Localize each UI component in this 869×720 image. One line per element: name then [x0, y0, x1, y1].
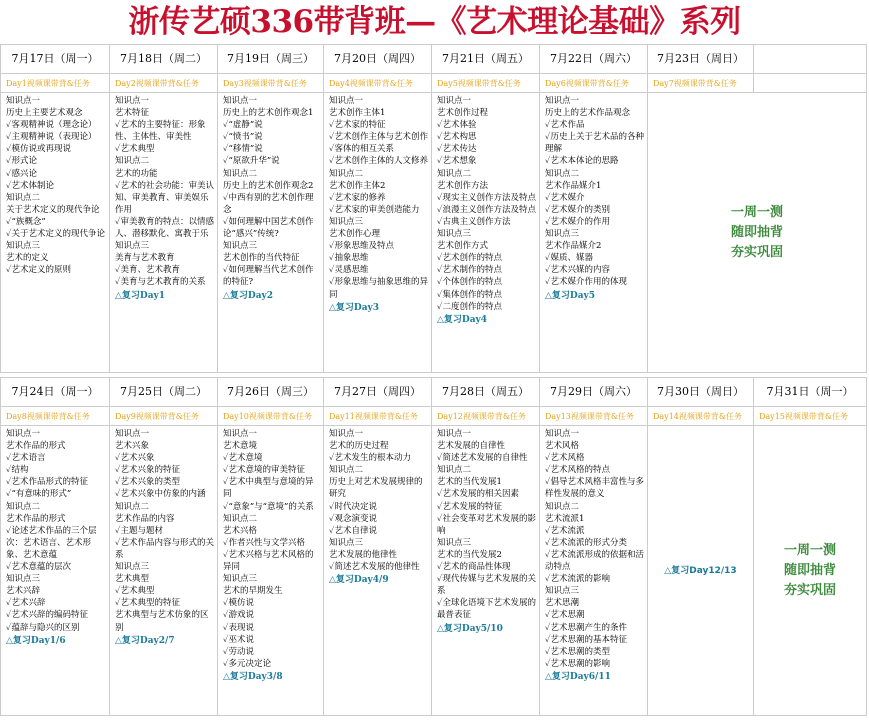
knowledge-line: ✓艺术典型的特征: [115, 598, 180, 609]
knowledge-line: ✓艺术发展的相关因素: [437, 489, 519, 500]
day-task: Day5视频课带背&任务: [432, 74, 540, 93]
knowledge-line: ✓艺术体验: [437, 120, 477, 131]
empty-cell: [754, 74, 867, 93]
knowledge-line: ✓主题与题材: [115, 525, 163, 536]
day-content: [540, 93, 648, 373]
knowledge-line: 艺术典型与艺术仿象的区别: [115, 610, 209, 633]
knowledge-line: 艺术的当代发展1: [437, 477, 502, 488]
knowledge-line: 知识点二: [6, 501, 41, 512]
day-task: Day4视频课带背&任务: [324, 74, 432, 93]
knowledge-line: 知识点二: [115, 156, 150, 167]
knowledge-line: 知识点一: [6, 96, 41, 106]
knowledge-line: ✓倡导艺术风格丰富性与多样性发展的意义: [545, 477, 644, 500]
day-content: [110, 93, 218, 373]
knowledge-line: 艺术流派1: [545, 513, 585, 524]
review-label: △复习Day3: [329, 302, 380, 313]
knowledge-line: ✓游戏说: [223, 610, 254, 621]
knowledge-line: 知识点三: [545, 229, 580, 240]
knowledge-line: 知识点二: [329, 465, 364, 476]
review-label: △复习Day6/11: [545, 671, 611, 682]
knowledge-line: ✓“意象”与“意境”的关系: [223, 501, 314, 512]
knowledge-line: ✓艺术思潮的类型: [545, 646, 610, 657]
knowledge-line: 艺术发展的自律性: [437, 441, 506, 452]
day-date: 7月20日（周四）: [324, 45, 432, 74]
knowledge-line: 知识点二: [545, 501, 580, 512]
knowledge-line: 知识点三: [115, 241, 150, 252]
knowledge-line: ✓艺术思潮的基本特征: [545, 634, 627, 645]
knowledge-line: 艺术作品媒介1: [545, 180, 602, 191]
day-task: Day10视频课带背&任务: [218, 407, 324, 426]
knowledge-line: ✓艺术作品内容与形式的关系: [115, 537, 214, 560]
knowledge-line: ✓全球化语境下艺术发展的最普表征: [437, 598, 536, 621]
knowledge-line: ✓二度创作的特点: [437, 301, 502, 312]
day-date: 7月24日（周一）: [1, 378, 110, 407]
knowledge-line: 艺术创作心理: [329, 229, 381, 240]
knowledge-line: ✓艺术流派的影响: [545, 574, 610, 585]
knowledge-line: ✓艺术意境: [223, 453, 263, 464]
knowledge-line: ✓客观精神说（理念论）: [6, 120, 97, 131]
date-row: [1, 45, 867, 74]
knowledge-line: ✓艺术兴辞: [6, 598, 46, 609]
knowledge-line: 知识点一: [545, 429, 580, 439]
knowledge-line: ✓社会变革对艺术发展的影响: [437, 513, 536, 536]
knowledge-line: ✓艺术意境的审美特征: [223, 465, 305, 476]
knowledge-line: ✓古典主义创作方法: [437, 216, 511, 227]
task-row: [1, 74, 867, 93]
knowledge-line: 艺术风格: [545, 441, 580, 452]
day-content: [218, 426, 324, 716]
day-content: [432, 93, 540, 373]
knowledge-line: ✓艺术发展的特征: [437, 501, 502, 512]
knowledge-line: 艺术的历史过程: [329, 441, 389, 452]
knowledge-line: 知识点二: [437, 465, 472, 476]
knowledge-line: 知识点三: [223, 241, 258, 252]
date-row: [1, 378, 867, 407]
review-label: △复习Day4/9: [329, 575, 389, 586]
knowledge-line: ✓时代决定说: [329, 501, 377, 512]
day-date: 7月27日（周四）: [324, 378, 432, 407]
day-task: Day8视频课带背&任务: [1, 407, 110, 426]
day-task: Day1视频课带背&任务: [1, 74, 110, 93]
knowledge-line: ✓抽象思维: [329, 253, 369, 264]
knowledge-line: ✓艺术流派形成的依据和活动特点: [545, 549, 644, 573]
knowledge-line: ✓艺术构思: [437, 132, 477, 143]
weekly-note-line: 夯实巩固: [730, 244, 783, 260]
knowledge-line: ✓个体创作的特点: [437, 277, 502, 288]
knowledge-line: 知识点三: [223, 574, 258, 585]
knowledge-line: 美育与艺术教育: [115, 253, 175, 264]
day-content: [432, 426, 540, 716]
knowledge-line: ✓艺术本体论的思路: [545, 156, 619, 167]
schedule-table-week2: [0, 377, 867, 716]
knowledge-line: ✓客体的相互关系: [329, 144, 394, 155]
knowledge-line: ✓艺术思潮的影响: [545, 658, 610, 669]
day-date: 7月25日（周二）: [110, 378, 218, 407]
knowledge-line: ✓劳动说: [223, 646, 254, 657]
knowledge-line: 知识点二: [115, 501, 150, 512]
knowledge-line: 知识点二: [223, 513, 258, 524]
day-content: [324, 93, 432, 373]
knowledge-line: ✓艺术兴象的特征: [115, 465, 180, 476]
knowledge-line: 知识点二: [329, 168, 364, 179]
page-title: 浙传艺硕336带背班—《艺术理论基础》系列: [128, 4, 741, 40]
knowledge-line: ✓艺术中典型与意境的异同: [223, 477, 314, 500]
empty-cell: [754, 45, 867, 74]
knowledge-line: 知识点一: [329, 96, 364, 106]
knowledge-line: 知识点三: [437, 537, 472, 548]
knowledge-line: ✓关于艺术定义的现代争论: [6, 229, 105, 240]
day-date: 7月28日（周五）: [432, 378, 540, 407]
day-task: Day15视频课带背&任务: [754, 407, 867, 426]
schedule-table-week1: [0, 44, 867, 373]
knowledge-line: ✓艺术思潮产生的条件: [545, 622, 627, 633]
knowledge-line: 艺术创作方式: [437, 241, 489, 252]
knowledge-line: 艺术思潮: [545, 598, 580, 609]
knowledge-line: ✓美育、艺术教育: [115, 265, 180, 276]
knowledge-line: ✓艺术想象: [437, 156, 477, 167]
day-date: 7月19日（周三）: [218, 45, 324, 74]
day-date: 7月30日（周日）: [648, 378, 754, 407]
review-label: △复习Day5/10: [437, 623, 503, 634]
content-row: [1, 93, 867, 373]
knowledge-line: ✓艺术典型: [115, 586, 155, 597]
day-date: 7月22日（周六）: [540, 45, 648, 74]
weekly-note-line: 一周一测: [730, 204, 783, 220]
knowledge-line: 知识点三: [6, 574, 41, 585]
knowledge-line: ✓审美教育的特点：以情感人、潜移默化、寓教于乐: [115, 216, 214, 240]
day-task: Day9视频课带背&任务: [110, 407, 218, 426]
day-task: Day14视频课带背&任务: [648, 407, 754, 426]
weekly-note: [754, 426, 867, 716]
knowledge-line: 知识点一: [6, 429, 41, 439]
knowledge-line: ✓艺术家的特征: [329, 120, 386, 131]
knowledge-line: ✓“有意味的形式”: [6, 489, 72, 500]
review-label: △复习Day12/13: [664, 565, 737, 576]
knowledge-line: ✓艺术兴象: [115, 453, 155, 464]
knowledge-line: 历史上的艺术创作观念1: [223, 108, 314, 119]
knowledge-line: 艺术作品媒介2: [545, 241, 602, 252]
knowledge-line: ✓感兴论: [6, 168, 37, 179]
day-review-cell: [648, 426, 754, 716]
knowledge-line: ✓简述艺术发展的他律性: [329, 562, 420, 573]
knowledge-line: ✓论述艺术作品的三个层次：艺术语言、艺术形象、艺术意蕴: [6, 525, 97, 560]
knowledge-line: 知识点三: [437, 229, 472, 240]
knowledge-line: 知识点二: [6, 192, 41, 203]
day-date: 7月26日（周三）: [218, 378, 324, 407]
day-content: [110, 426, 218, 716]
knowledge-line: ✓艺术创作主体与艺术创作: [329, 132, 428, 143]
knowledge-line: ✓艺术风格的特点: [545, 465, 610, 476]
knowledge-line: 知识点三: [329, 216, 364, 227]
knowledge-line: ✓现代传媒与艺术发展的关系: [437, 574, 536, 597]
knowledge-line: 知识点一: [115, 96, 150, 106]
day-date: 7月18日（周二）: [110, 45, 218, 74]
day-content: [1, 426, 110, 716]
review-label: △复习Day2/7: [115, 635, 175, 646]
knowledge-line: ✓作者兴性与文学兴格: [223, 537, 305, 548]
day-task: Day11视频课带背&任务: [324, 407, 432, 426]
knowledge-line: ✓简述艺术发展的自律性: [437, 453, 528, 464]
knowledge-line: 知识点二: [437, 168, 472, 179]
knowledge-line: 艺术创作主体1: [329, 108, 386, 119]
weekly-note-line: 随即抽背: [783, 562, 836, 578]
knowledge-line: ✓艺术创作的特点: [437, 253, 502, 264]
knowledge-line: ✓艺术媒介: [545, 192, 585, 203]
knowledge-line: 历史上的艺术作品观念: [545, 108, 631, 119]
knowledge-line: 艺术的当代发展2: [437, 549, 502, 560]
knowledge-line: 知识点一: [437, 96, 472, 106]
weekly-note-line: 随即抽背: [730, 224, 783, 240]
knowledge-line: ✓媒质、媒器: [545, 253, 593, 264]
knowledge-line: ✓多元决定论: [223, 658, 271, 669]
knowledge-line: ✓艺术制作的特点: [437, 265, 502, 276]
knowledge-line: ✓艺术的主要特征：形象性、主体性、审美性: [115, 120, 206, 143]
day-task: Day6视频课带背&任务: [540, 74, 648, 93]
knowledge-line: ✓美育与艺术教育的关系: [115, 277, 206, 288]
knowledge-line: ✓艺术意蕴的层次: [6, 562, 71, 573]
day-date: 7月29日（周六）: [540, 378, 648, 407]
knowledge-line: ✓形象思维及特点: [329, 241, 394, 252]
day-task: Day7视频课带背&任务: [648, 74, 754, 93]
knowledge-line: ✓模仿说: [223, 598, 254, 609]
knowledge-line: ✓艺术媒介的类别: [545, 204, 610, 215]
knowledge-line: ✓艺术作品: [545, 120, 585, 131]
knowledge-line: ✓“愤书”说: [223, 132, 263, 143]
day-content: [324, 426, 432, 716]
knowledge-line: ✓艺术兴媒的内容: [545, 265, 610, 276]
knowledge-line: 知识点一: [223, 429, 258, 439]
knowledge-line: 艺术兴象: [115, 441, 150, 452]
knowledge-line: ✓艺术语言: [6, 453, 46, 464]
knowledge-line: ✓灵感思维: [329, 265, 369, 276]
knowledge-line: 历史上的艺术创作观念2: [223, 180, 314, 191]
knowledge-line: 艺术作品的内容: [115, 513, 175, 524]
knowledge-line: 艺术作品的形式: [6, 513, 66, 524]
day-task: Day2视频课带背&任务: [110, 74, 218, 93]
knowledge-line: ✓艺术的商品性体现: [437, 562, 511, 573]
knowledge-line: 知识点一: [329, 429, 364, 439]
review-label: △复习Day2: [223, 290, 274, 301]
knowledge-line: 知识点三: [6, 241, 41, 252]
task-row: [1, 407, 867, 426]
knowledge-line: ✓艺术思潮: [545, 610, 585, 621]
weekly-note-line: 一周一测: [783, 542, 836, 558]
knowledge-line: ✓浪漫主义创作方法及特点: [437, 204, 536, 215]
knowledge-line: ✓艺术兴格与艺术风格的异同: [223, 549, 314, 573]
knowledge-line: 知识点一: [545, 96, 580, 106]
review-label: △复习Day1: [115, 290, 166, 301]
day-date: 7月23日（周日）: [648, 45, 754, 74]
knowledge-line: 知识点一: [115, 429, 150, 439]
knowledge-line: ✓“原欲升华”说: [223, 156, 280, 167]
knowledge-line: ✓“虚静”说: [223, 120, 263, 131]
knowledge-line: ✓艺术风格: [545, 453, 585, 464]
review-label: △复习Day5: [545, 290, 596, 301]
review-label: △复习Day3/8: [223, 671, 283, 682]
knowledge-line: ✓结构: [6, 465, 29, 476]
day-task: Day13视频课带背&任务: [540, 407, 648, 426]
knowledge-line: ✓“族概念”: [6, 216, 46, 227]
knowledge-line: ✓艺术体制论: [6, 180, 54, 191]
knowledge-line: ✓集体创作的特点: [437, 289, 502, 300]
knowledge-line: ✓形象思维与抽象思维的异同: [329, 277, 428, 300]
knowledge-line: ✓艺术兴象中仿象的内涵: [115, 489, 206, 500]
knowledge-line: ✓如何理解中国艺术创作论“感兴”传统?: [223, 216, 314, 240]
knowledge-line: ✓如何理解当代艺术创作的特征?: [223, 265, 314, 288]
knowledge-line: ✓艺术自律说: [329, 525, 377, 536]
knowledge-line: ✓艺术作品形式的特征: [6, 477, 88, 488]
knowledge-line: ✓艺术媒介的作用: [545, 216, 610, 227]
knowledge-line: ✓巫术说: [223, 634, 254, 645]
day-task: Day3视频课带背&任务: [218, 74, 324, 93]
knowledge-line: 知识点二: [545, 168, 580, 179]
knowledge-line: ✓主观精神说（表现论）: [6, 132, 97, 143]
day-date: 7月31日（周一）: [754, 378, 867, 407]
knowledge-line: 历史上对艺术发展规律的研究: [329, 477, 423, 500]
knowledge-line: 知识点三: [545, 586, 580, 597]
knowledge-line: 艺术创作主体2: [329, 180, 386, 191]
weekly-note-line: 夯实巩固: [783, 582, 836, 598]
knowledge-line: 艺术兴辞: [6, 586, 41, 597]
knowledge-line: 知识点二: [223, 168, 258, 179]
knowledge-line: ✓“移情”说: [223, 144, 263, 155]
review-label: △复习Day1/6: [6, 635, 66, 646]
knowledge-line: 知识点一: [437, 429, 472, 439]
day-content: [1, 93, 110, 373]
knowledge-line: ✓中西有别的艺术创作理念: [223, 192, 314, 215]
knowledge-line: ✓蕴辞与隐兴的区别: [6, 622, 80, 633]
knowledge-line: ✓艺术家的修养: [329, 192, 386, 203]
knowledge-line: ✓模仿说或再现说: [6, 144, 71, 155]
content-row: [1, 426, 867, 716]
knowledge-line: ✓艺术媒介作用的体现: [545, 277, 627, 288]
knowledge-line: ✓艺术兴辞的编码特征: [6, 610, 88, 621]
knowledge-line: 关于艺术定义的现代争论: [6, 204, 100, 215]
knowledge-line: ✓艺术家的审美创造能力: [329, 204, 420, 215]
knowledge-line: ✓艺术流派的形式分类: [545, 537, 627, 548]
knowledge-line: 艺术意境: [223, 441, 258, 452]
knowledge-line: ✓艺术传达: [437, 144, 477, 155]
knowledge-line: ✓艺术兴象的类型: [115, 477, 180, 488]
knowledge-line: ✓形式论: [6, 156, 37, 167]
knowledge-line: ✓观念演变说: [329, 513, 377, 524]
knowledge-line: 艺术的定义: [6, 253, 49, 264]
knowledge-line: 艺术创作的当代特征: [223, 253, 300, 264]
knowledge-line: ✓历史上关于艺术品的各种理解: [545, 132, 644, 155]
knowledge-line: ✓艺术流派: [545, 525, 585, 536]
weekly-note: [648, 93, 867, 373]
knowledge-line: 艺术创作方法: [437, 180, 489, 191]
knowledge-line: 艺术作品的形式: [6, 441, 66, 452]
knowledge-line: ✓艺术典型: [115, 144, 155, 155]
knowledge-line: 艺术的早期发生: [223, 586, 283, 597]
knowledge-line: ✓艺术发生的根本动力: [329, 453, 411, 464]
review-label: △复习Day4: [437, 314, 488, 325]
knowledge-line: 艺术发展的他律性: [329, 549, 398, 560]
day-content: [540, 426, 648, 716]
day-date: 7月21日（周五）: [432, 45, 540, 74]
knowledge-line: 艺术创作过程: [437, 108, 489, 119]
knowledge-line: ✓现实主义创作方法及特点: [437, 192, 536, 203]
knowledge-line: 知识点三: [115, 562, 150, 573]
knowledge-line: ✓艺术的社会功能：审美认知、审美教育、审美娱乐作用: [115, 180, 214, 215]
knowledge-line: 艺术兴格: [223, 525, 258, 536]
knowledge-line: 艺术特征: [115, 108, 150, 119]
knowledge-line: ✓表现说: [223, 622, 254, 633]
day-task: Day12视频课带背&任务: [432, 407, 540, 426]
knowledge-line: ✓艺术定义的原则: [6, 265, 71, 276]
day-date: 7月17日（周一）: [1, 45, 110, 74]
knowledge-line: 艺术的功能: [115, 168, 158, 179]
knowledge-line: 知识点一: [223, 96, 258, 106]
knowledge-line: ✓艺术创作主体的人文修养: [329, 156, 428, 167]
knowledge-line: 艺术典型: [115, 574, 150, 585]
day-content: [218, 93, 324, 373]
knowledge-line: 知识点三: [329, 537, 364, 548]
knowledge-line: 历史上主要艺术观念: [6, 108, 83, 119]
